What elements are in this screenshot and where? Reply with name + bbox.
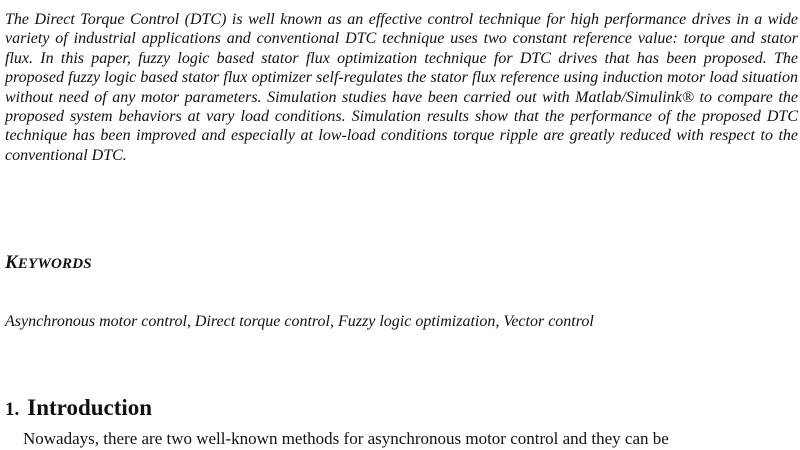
section-heading: [5, 390, 152, 424]
intro-paragraph-first-line: Nowadays, there are two well-known methods for asynchronous motor control and they can be: [23, 429, 669, 448]
section-number: 1.: [5, 399, 20, 420]
abstract-paragraph: The Direct Torque Control (DTC) is well known as an effective control technique for high performance drives in a wide variety of industrial applications and conventional DTC technique uses two constant reference value: torque and stator flux. In this paper, fuzzy logic based stator flux optimization technique for DTC drives that has been proposed. The proposed fuzzy logic based stator flux optimizer self-regulates the stator flux reference using induction motor load situation without need of any motor parameters. Simulation studies have been carried out with Matlab/Simulink® to compare the proposed system behaviors at vary load conditions. Simulation results show that the performance of the proposed DTC technique has been improved and especially at low-load conditions torque ripple are greatly reduced with respect to the conventional DTC.: [5, 11, 798, 164]
keywords-list: Asynchronous motor control, Direct torque control, Fuzzy logic optimization, Vector control: [5, 313, 594, 330]
section-title: Introduction: [27, 395, 153, 420]
keywords-heading: [5, 252, 92, 275]
keywords-heading-smallcaps: EYWORDS: [17, 256, 92, 272]
keywords-heading-initial: K: [5, 252, 18, 273]
